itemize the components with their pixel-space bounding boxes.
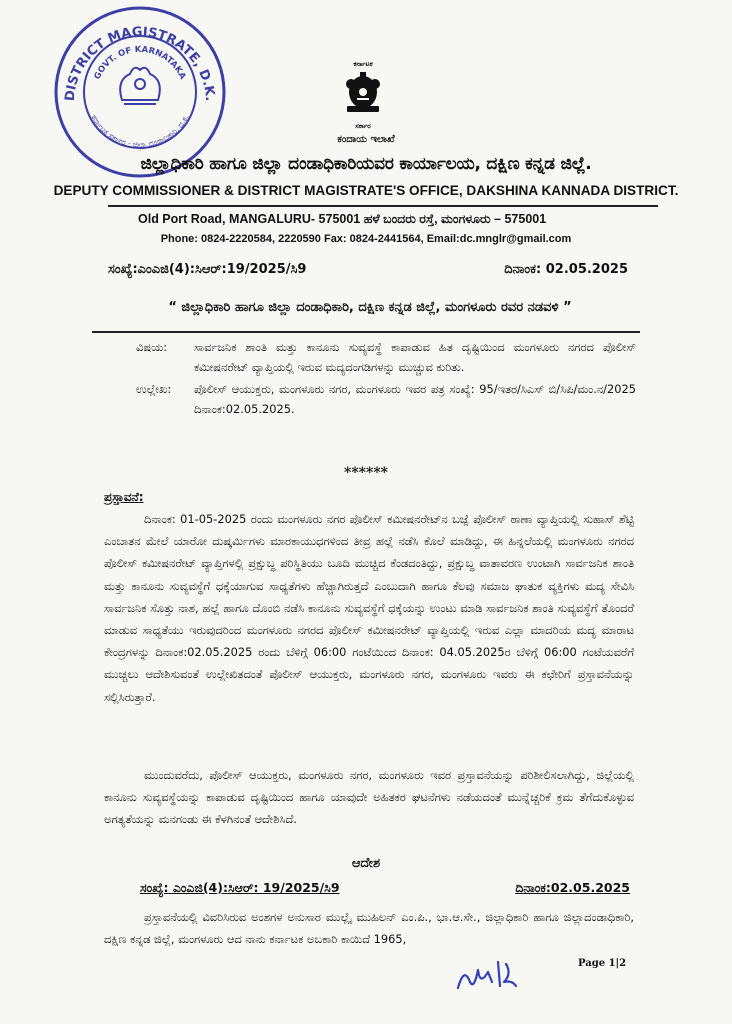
section-separator: ****** [344,465,388,481]
subject-label: ವಿಷಯ: [136,340,168,354]
seal-kannada-text: ಕರ್ನಾಟಕ ಸರ್ಕಾರ · ಜಿಲ್ಲಾ ದಂಡಾಧಿಕಾರಿ, ದ.ಕ. [89,113,191,150]
emblem-top-text: ಕರ್ನಾಟಕ [353,60,373,68]
order-title: ಆದೇಶ [351,856,381,871]
office-title-english: DEPUTY COMMISSIONER & DISTRICT MAGISTRATE'S OFFICE, DAKSHINA KANNADA DISTRICT. [53,183,679,198]
header-divider [108,205,658,207]
seal-lion-icon [120,68,160,104]
reference-label: ಉಲ್ಲೇಖ: [136,382,172,396]
reference-number: ಸಂಖ್ಯೆ:ಎಂಎಜಿ(4):ಸಿಆರ್:19/2025/ಸಿ9 [108,262,307,277]
reference-date: ದಿನಾಂಕ: 02.05.2025 [504,262,628,277]
preamble-paragraph-2: ಮುಂದುವರೆದು, ಪೊಲೀಸ್ ಆಯುಕ್ತರು, ಮಂಗಳೂರು ನಗರ, ಮಂಗಳೂರು ಇವರ ಪ್ರಸ್ತಾವನೆಯನ್ನು ಪರಿಶೀಲಿಸಲಾಗಿದ್ದು, ಜಿಲ್ಲೆಯಲ್ಲಿ ಕಾನೂನು ಸುವ್ಯವಸ್ಥೆಯನ್ನು ಕಾಪಾಡುವ ದೃಷ್ಟಿಯಿಂದ ಹಾಗೂ ಯಾವುದೇ ಅಹಿತಕರ ಘಟನೆಗಳು ನಡೆಯದಂತೆ ಮುನ್ನೆಚ್ಚರಿಕೆ ಕ್ರಮ ತೆಗೆದುಕೊಳ್ಳುವ ಅಗತ್ಯತೆಯನ್ನು ಮನಗಂಡು ಈ ಕೆಳಗಿನಂತೆ ಆದೇಶಿಸಿದೆ. [104,768,634,827]
emblem-icon [330,58,396,134]
signature-mark [452,958,522,998]
office-title-kannada: ಜಿಲ್ಲಾಧಿಕಾರಿ ಹಾಗೂ ಜಿಲ್ಲಾ ದಂಡಾಧಿಕಾರಿಯವರ ಕಾರ್ಯಾಲಯ, ದಕ್ಷಿಣ ಕನ್ನಡ ಜಿಲ್ಲೆ. [140,154,592,174]
preamble-title: ಪ್ರಸ್ತಾವನೆ: [104,490,144,504]
reference-text: ಪೊಲೀಸ್ ಆಯುಕ್ತರು, ಮಂಗಳೂರು ನಗರ, ಮಂಗಳೂರು ಇವರ ಪತ್ರ ಸಂಖ್ಯೆ: 95/ಇತರ/ಸಿಎಸ್ ಬಿ/ಸಿಪಿ/ಮಂ.ನ/2025 ದಿನಾಂಕ:02.05.2025. [194,382,636,416]
seal-outer-text: DISTRICT MAGISTRATE, D.K. [62,24,218,102]
office-contact: Phone: 0824-2220584, 2220590 Fax: 0824-2441564, Email:dc.mnglr@gmail.com [160,233,572,245]
heading-underline [92,331,640,333]
reference-row [136,379,636,419]
preamble-paragraph-1: ದಿನಾಂಕ: 01-05-2025 ರಂದು ಮಂಗಳೂರು ನಗರ ಪೊಲೀಸ್ ಕಮೀಷನರೇಟ್‌ನ ಬಜ್ಪೆ ಪೊಲೀಸ್ ಠಾಣಾ ವ್ಯಾಪ್ತಿಯಲ್ಲಿ ಸುಹಾಸ್ ಶೆಟ್ಟಿ ಎಂಬಾತನ ಮೇಲೆ ಯಾರೋ ದುಷ್ಕರ್ಮಿಗಳು ಮಾರಕಾಯುಧಗಳಿಂದ ತೀವ್ರ ಹಲ್ಲೆ ನಡೆಸಿ ಕೊಲೆ ಮಾಡಿದ್ದು, ಈ ಹಿನ್ನಲೆಯಲ್ಲಿ ಮಂಗಳೂರು ನಗರದ ಪೊಲೀಸ್ ಕಮೀಷನರೇಟ್ ವ್ಯಾಪ್ತಿಗಳಲ್ಲಿ ಪ್ರಕ್ಷುಬ್ಧ ಪರಿಸ್ಥಿತಿಯು ಬೂದಿ ಮುಚ್ಚಿದ ಕೆಂಡದಂತಿದ್ದು, ಪ್ರಕ್ಷುಬ್ಧ ವಾತಾವರಣ ಉಂಟಾಗಿ ಸಾರ್ವಜನಿಕ ಶಾಂತಿ ಮತ್ತು ಕಾನೂನು ಸುವ್ಯವಸ್ಥೆಗೆ ಧಕ್ಕೆಯಾಗುವ ಸಾಧ್ಯತೆಗಳು ಹೆಚ್ಚಾಗಿರುತ್ತದೆ ಎಂಬುದಾಗಿ ಹಾಗೂ ಕೆಲವು ಸಮಾಜ ಘಾತುಕ ವ್ಯಕ್ತಿಗಳು ಮದ್ಯ ಸೇವಿಸಿ ಸಾರ್ವಜನಿಕ ಸೊತ್ತು ನಾಶ, ಹಲ್ಲೆ ಹಾಗೂ ದೊಂಬಿ ನಡೆಸಿ ಕಾನೂನು ಸುವ್ಯವಸ್ಥೆಗೆ ಧಕ್ಕೆಯನ್ನು ಉಂಟು ಮಾಡಿ ಸಾರ್ವಜನಿಕ ಶಾಂತಿ ಸುವ್ಯವಸ್ಥೆಗೆ ತೊಂದರೆ ಮಾಡುವ ಸಾಧ್ಯತೆಯು ಇರುವುದರಿಂದ ಮಂಗಳೂರು ನಗರದ ಪೊಲೀಸ್ ಕಮೀಷನರೇಟ್ ವ್ಯಾಪ್ತಿಯಲ್ಲಿ ಇರುವ ಎಲ್ಲಾ ಮಾದರಿಯ ಮದ್ಯ ಮಾರಾಟ ಕೇಂದ್ರಗಳನ್ನು ದಿನಾಂಕ:02.05.2025 ರಂದು ಬೆಳಿಗ್ಗೆ 06:00 ಗಂಟೆಯಿಂದ ದಿನಾಂಕ: 04.05.2025ರ ಬೆಳಿಗ್ಗೆ 06:00 ಗಂಟೆಯವರೆಗೆ ಮುಚ್ಚಲು ಆದೇಶಿಸುವಂತೆ ಉಲ್ಲೇಖಿತದಂತೆ ಪೊಲೀಸ್ ಆಯುಕ್ತರು, ಮಂಗಳೂರು ನಗರ, ಮಂಗಳೂರು ಇವರು ಈ ಕಛೇರಿಗೆ ಪ್ರಸ್ತಾವನೆಯನ್ನು ಸಲ್ಲಿಸಿರುತ್ತಾರೆ. [104,512,634,704]
page-number: Page 1|2 [578,958,627,969]
office-address: Old Port Road, MANGALURU- 575001 ಹಳೆ ಬಂದರು ರಸ್ತೆ, ಮಂಗಳೂರು – 575001 [138,212,547,226]
subject-text: ಸಾರ್ವಜನಿಕ ಶಾಂತಿ ಮತ್ತು ಕಾನೂನು ಸುವ್ಯವಸ್ಥೆ ಕಾಪಾಡುವ ಹಿತ ದೃಷ್ಟಿಯಿಂದ ಮಂಗಳೂರು ನಗರದ ಪೊಲೀಸ್ ಕಮೀಷನರೇಟ್ ವ್ಯಾಪ್ತಿಯಲ್ಲಿ ಇರುವ ಮದ್ಯದಂಗಡಿಗಳನ್ನು ಮುಚ್ಚುವ ಕುರಿತು. [194,340,636,374]
seal-inner-text: GOVT. OF KARNATAKA [92,44,188,82]
karnataka-emblem [330,58,396,134]
order-number: ಸಂಖ್ಯೆ: ಎಂಎಜಿ(4):ಸಿಆರ್: 19/2025/ಸಿ9 [140,880,340,895]
subject-row [136,337,636,377]
department-name: ಕಂದಾಯ ಇಲಾಖೆ [337,134,395,145]
order-paragraph: ಪ್ರಸ್ತಾವನೆಯಲ್ಲಿ ವಿವರಿಸಿರುವ ಅಂಶಗಳ ಅನುಸಾರ ಮುಲ್ಲೈ ಮುಹಿಲನ್ ಎಂ.ಪಿ., ಭಾ.ಆ.ಸೇ., ಜಿಲ್ಲಾಧಿಕಾರಿ ಹಾಗೂ ಜಿಲ್ಲಾದಂಡಾಧಿಕಾರಿ, ದಕ್ಷಿಣ ಕನ್ನಡ ಜಿಲ್ಲೆ, ಮಂಗಳೂರು ಆದ ನಾನು ಕರ್ನಾಟಕ ಅಬಕಾರಿ ಕಾಯಿದೆ 1965, [104,910,634,947]
subject-block [136,337,636,421]
emblem-bottom-text: ಸರ್ಕಾರ [355,122,371,130]
proceedings-heading: “ ಜಿಲ್ಲಾಧಿಕಾರಿ ಹಾಗೂ ಜಿಲ್ಲಾ ದಂಡಾಧಿಕಾರಿ, ದಕ್ಷಿಣ ಕನ್ನಡ ಜಿಲ್ಲೆ, ಮಂಗಳೂರು ರವರ ನಡವಳಿ ” [168,300,572,315]
order-date: ದಿನಾಂಕ:02.05.2025 [515,880,630,895]
